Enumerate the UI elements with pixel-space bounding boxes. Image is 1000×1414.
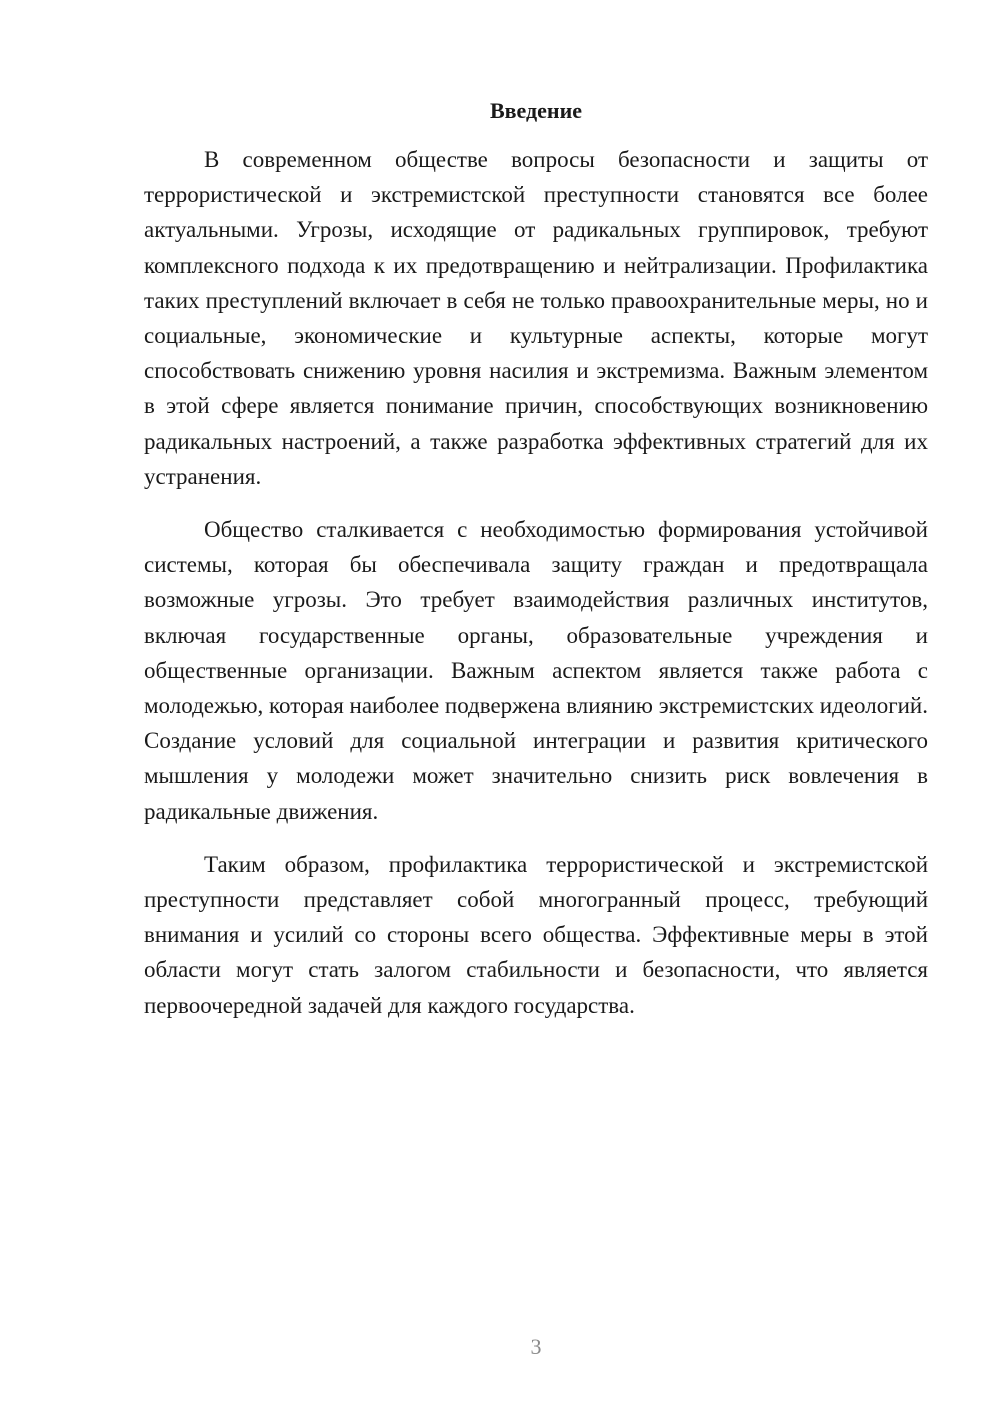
paragraph-1: В современном обществе вопросы безопасности и защиты от террористической и экстремистской преступности становятся все более актуальными. Угрозы, исходящие от радикальных группировок, требуют комплексного подхода к их предотвращению и нейтрализации. Профилактика таких преступлений включает в себя не только правоохранительные меры, но и социальные, экономические и культурные аспекты, которые могут способствовать снижению уровня насилия и экстремизма. Важным элементом в этой сфере является понимание причин, способствующих возникновению радикальных настроений, а также разработка эффективных стратегий для их устранения. — [144, 147, 928, 489]
paragraph-3: Таким образом, профилактика террористической и экстремистской преступности представляет собой многогранный процесс, требующий внимания и усилий со стороны всего общества. Эффективные меры в этой области могут стать залогом стабильности и безопасности, что является первоочередной задачей для каждого государства. — [144, 851, 928, 1018]
page-number: 3 — [530, 1334, 542, 1359]
body-text — [144, 142, 928, 1041]
page-title: Введение — [489, 98, 583, 123]
paragraph-2: Общество сталкивается с необходимостью формирования устойчивой системы, которая бы обеспечивала защиту граждан и предотвращала возможные угрозы. Это требует взаимодействия различных институтов, включая государственные органы, образовательные учреждения и общественные организации. Важным аспектом является также работа с молодежью, которая наиболее подвержена влиянию экстремистских идеологий. Создание условий для социальной интеграции и развития критического мышления у молодежи может значительно снизить риск вовлечения в радикальные движения. — [144, 517, 928, 824]
